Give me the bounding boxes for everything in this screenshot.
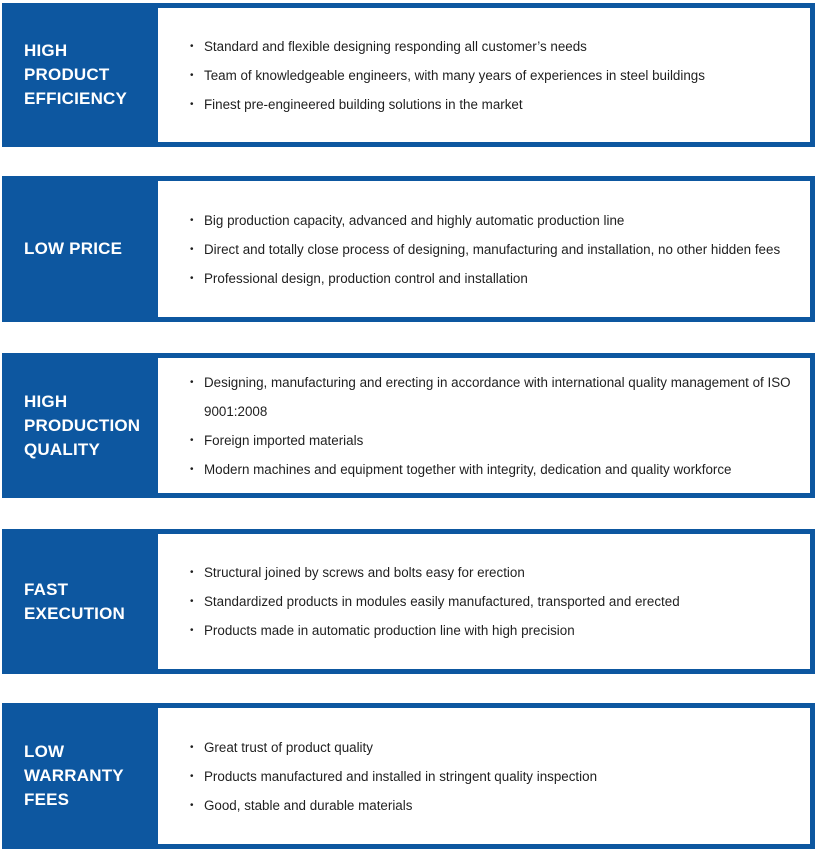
list-item: • Professional design, production control and installation: [190, 264, 810, 293]
panel-title-line: PRODUCTION: [24, 415, 141, 435]
panel-content: [158, 534, 810, 669]
panel-title-line: FAST: [24, 579, 69, 599]
feature-list: [158, 733, 810, 820]
list-item: • Structural joined by screws and bolts easy for erection: [190, 558, 810, 587]
panel-title: [24, 529, 154, 674]
panel-title-line: LOW PRICE: [24, 239, 123, 258]
panel-high-production-quality: [2, 353, 815, 498]
list-item: • Great trust of product quality: [190, 733, 810, 762]
list-item: • Designing, manufacturing and erecting in accordance with international quality management of ISO 9001:2008: [190, 368, 810, 426]
panel-title-line: EXECUTION: [24, 603, 125, 623]
panel-content: [158, 358, 810, 493]
panel-title: [24, 3, 154, 147]
list-item: • Products made in automatic production line with high precision: [190, 616, 810, 645]
panel-low-price: [2, 176, 815, 322]
feature-list: [158, 206, 810, 293]
panel-title-line: QUALITY: [24, 439, 101, 459]
list-item: • Standard and flexible designing responding all customer’s needs: [190, 32, 810, 61]
panel-title: [24, 703, 154, 849]
list-item: • Team of knowledgeable engineers, with many years of experiences in steel buildings: [190, 61, 810, 90]
panel-title-line: LOW: [24, 742, 65, 761]
panel-content: [158, 8, 810, 142]
feature-list: [158, 32, 810, 119]
panel-low-warranty-fees: [2, 703, 815, 849]
panel-fast-execution: [2, 529, 815, 674]
panel-title: [24, 353, 154, 498]
list-item: • Modern machines and equipment together with integrity, dedication and quality workforce: [190, 455, 810, 484]
list-item: • Finest pre-engineered building solutions in the market: [190, 90, 810, 119]
list-item: • Direct and totally close process of designing, manufacturing and installation, no other hidden fees: [190, 235, 810, 264]
panel-title-line: HIGH: [24, 391, 68, 411]
panel-title-line: EFFICIENCY: [24, 89, 128, 108]
list-item: • Good, stable and durable materials: [190, 791, 810, 820]
panel-title: [24, 176, 154, 322]
panel-title-line: PRODUCT: [24, 65, 110, 84]
feature-list: [158, 368, 810, 484]
panel-high-product-efficiency: [2, 3, 815, 147]
list-item: • Standardized products in modules easily manufactured, transported and erected: [190, 587, 810, 616]
feature-list: [158, 558, 810, 645]
panel-title-line: FEES: [24, 790, 70, 809]
list-item: • Foreign imported materials: [190, 426, 810, 455]
panel-title-line: WARRANTY: [24, 766, 124, 785]
list-item: • Products manufactured and installed in stringent quality inspection: [190, 762, 810, 791]
list-item: • Big production capacity, advanced and highly automatic production line: [190, 206, 810, 235]
panel-content: [158, 708, 810, 844]
panel-content: [158, 181, 810, 317]
panel-title-line: HIGH: [24, 41, 68, 60]
